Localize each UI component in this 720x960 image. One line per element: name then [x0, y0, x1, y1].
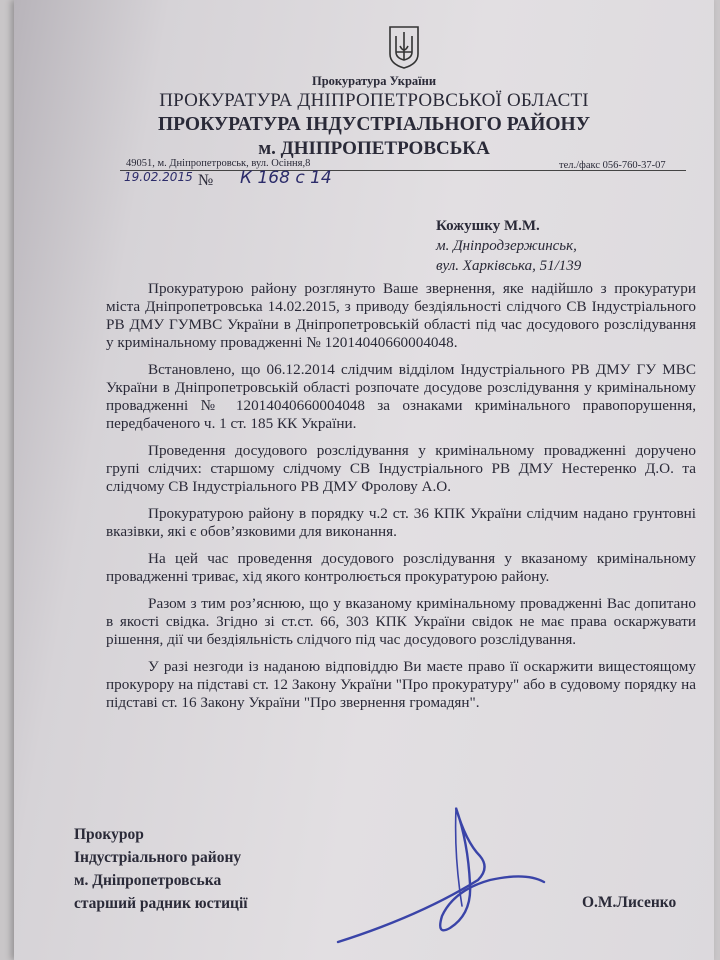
header-line-regional: ПРОКУРАТУРА ДНІПРОПЕТРОВСЬКОЇ ОБЛАСТІ: [159, 90, 589, 111]
registration-number: К 168 с 14: [240, 168, 332, 188]
paragraph: У разі незгоди із наданою відповіддю Ви маєте право її оскаржити вищестоящому прокурору на підставі ст. 12 Закону України "Про прокуратуру" або в судовому порядку на підставі ст. 16 Закону України "Про звернення громадян".: [106, 658, 696, 711]
ministry-name: Прокуратура України: [311, 74, 437, 88]
paragraph: Разом з тим роз’яснюю, що у вказаному кримінальному провадженні Вас допитано в якості свідка. Згідно зі ст.ст. 66, 303 КПК України свідок не має права оскаржувати рішення, дії чи бездіяльність слідчого під час досудового розслідування.: [106, 595, 696, 648]
header-line-district: ПРОКУРАТУРА ІНДУСТРІАЛЬНОГО РАЙОНУ: [157, 114, 591, 135]
signatory-title-line: м. Дніпропетровська: [74, 872, 222, 889]
signatory-title-line: Прокурор: [74, 826, 144, 843]
registration-number-prefix: №: [198, 172, 214, 189]
paragraph: Проведення досудового розслідування у кримінальному провадженні доручено групі слідчих: старшому слідчому СВ Індустріального РВ ДМУ Нестеренко Д.О. та слідчому СВ Індустріального РВ ДМУ Фролову А.О.: [106, 442, 696, 495]
paragraph: Прокуратурою району розглянуто Ваше звернення, яке надійшло з прокуратури міста Дніпропетровська 14.02.2015, з приводу бездіяльності слідчого СВ Індустріального РВ ДМУ ГУМВС України в Дніпропетровській області під час досудового розслідування у кримінальному провадженні № 12014040660004048.: [106, 280, 696, 351]
letter-body: [106, 280, 696, 721]
office-address: 49051, м. Дніпропетровськ, вул. Осіння,8: [126, 158, 311, 169]
paragraph: Встановлено, що 06.12.2014 слідчим відділом Індустріального РВ ДМУ ГУ МВС України в Дніпропетровській області розпочате досудове розслідування у кримінальному провадженні № 12014040660004048 за ознаками кримінального правопорушення, передбаченого ч. 1 ст. 185 КК України.: [106, 361, 696, 432]
recipient-street: вул. Харківська, 51/139: [436, 258, 582, 274]
trident-emblem-icon: [386, 24, 422, 70]
paragraph: На цей час проведення досудового розслідування у вказаному кримінальному провадженні триває, хід якого контролюється прокуратурою району.: [106, 550, 696, 585]
signatory-title: [74, 823, 248, 915]
recipient-block: [436, 216, 581, 276]
office-phone: тел./факс 056-760-37-07: [559, 160, 666, 171]
paragraph: Прокуратурою району в порядку ч.2 ст. 36 КПК України слідчим надано грунтовні вказівки, які є обов’язковими для виконання.: [106, 505, 696, 540]
signatory-title-line: Індустріального району: [74, 849, 242, 866]
header-line-city: м. ДНІПРОПЕТРОВСЬКА: [258, 138, 490, 159]
handwritten-signature: [330, 796, 570, 951]
header-divider: [120, 170, 686, 171]
letter-page: [14, 0, 714, 960]
recipient-name: Кожушку М.М.: [436, 218, 540, 234]
signatory-name: О.М.Лисенко: [582, 894, 677, 911]
recipient-city: м. Дніпродзержинськ,: [436, 238, 577, 254]
signatory-title-line: старший радник юстиції: [74, 895, 248, 912]
registration-date: 19.02.2015: [124, 170, 193, 184]
